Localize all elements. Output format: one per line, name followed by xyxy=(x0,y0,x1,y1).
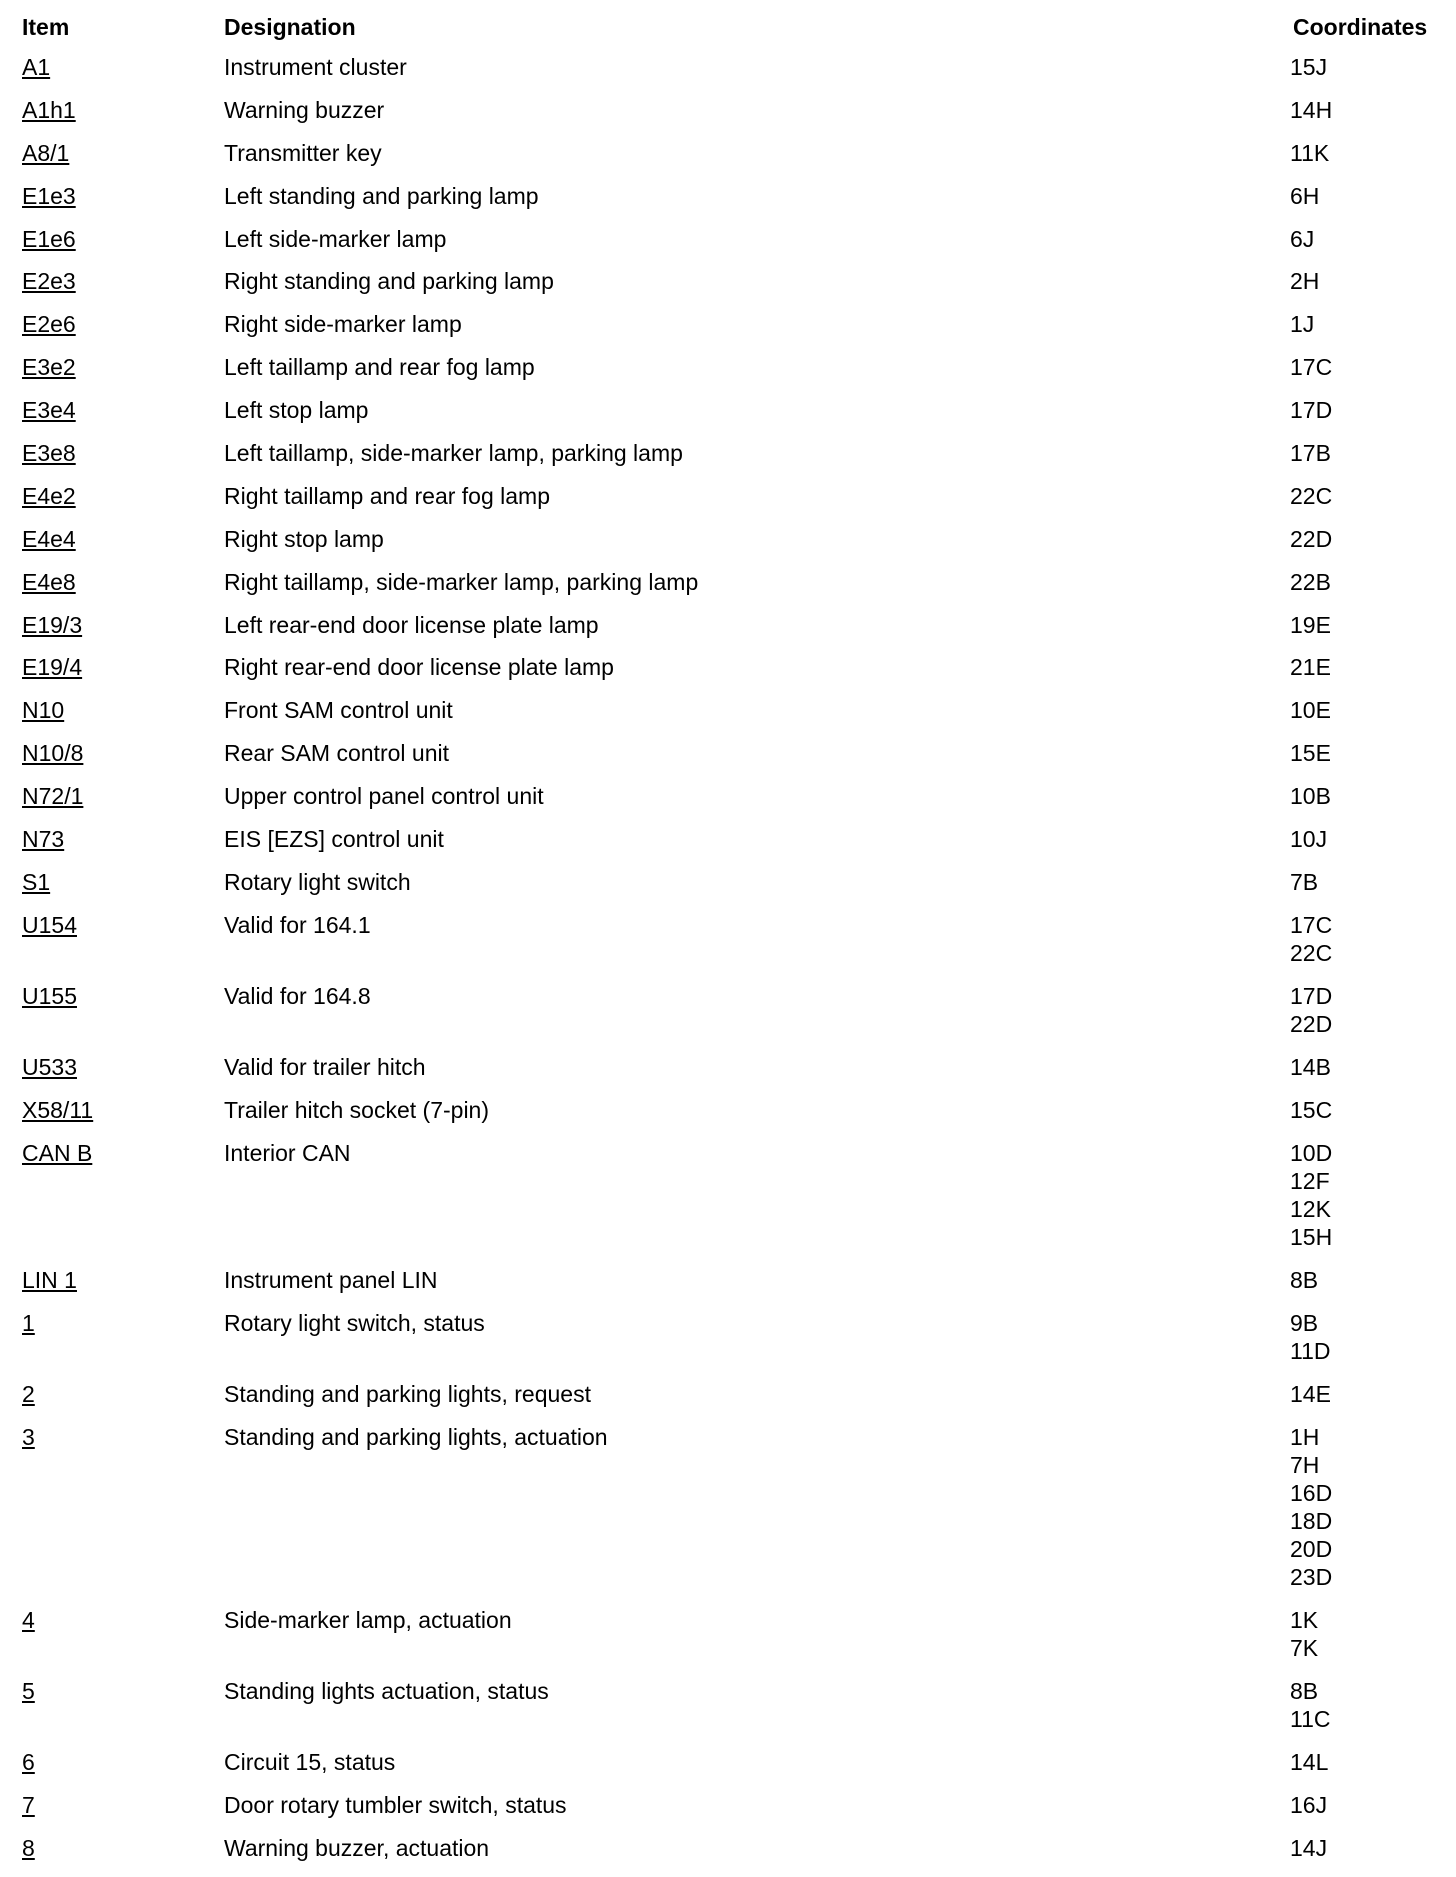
item-link[interactable]: E2e6 xyxy=(22,311,76,338)
coordinates-cell xyxy=(1290,182,1319,210)
coordinate-value: 1H xyxy=(1290,1423,1320,1450)
table-row xyxy=(0,310,1456,353)
coordinate-value: 15J xyxy=(1290,54,1328,80)
table-row xyxy=(0,868,1456,911)
item-link[interactable]: N10/8 xyxy=(22,740,84,767)
item-link[interactable]: 3 xyxy=(22,1423,35,1450)
table-row xyxy=(0,568,1456,611)
item-link[interactable]: E3e8 xyxy=(22,440,76,467)
table-body xyxy=(0,53,1456,1877)
coordinate-value: 12F xyxy=(1290,1167,1330,1194)
header-designation: Designation xyxy=(224,14,356,40)
coordinates-cell xyxy=(1290,396,1332,424)
table-row xyxy=(0,1748,1456,1791)
coordinate-value: 14E xyxy=(1290,1380,1331,1407)
coordinates-cell xyxy=(1290,1096,1332,1124)
coordinate-value: 12K xyxy=(1290,1195,1331,1222)
coordinate-value: 22C xyxy=(1290,482,1333,509)
coordinate-value: 11C xyxy=(1290,1705,1331,1732)
designation-text: Left rear-end door license plate lamp xyxy=(224,611,599,638)
table-row xyxy=(0,1423,1456,1606)
table-row xyxy=(0,525,1456,568)
designation-text: Valid for 164.8 xyxy=(224,982,371,1009)
coordinates-cell xyxy=(1290,611,1331,639)
designation-text: Left standing and parking lamp xyxy=(224,182,539,209)
designation-text: Standing lights actuation, status xyxy=(224,1677,549,1704)
coordinate-value: 7B xyxy=(1290,868,1319,895)
table-row xyxy=(0,782,1456,825)
coordinate-value: 22B xyxy=(1290,568,1331,595)
item-link[interactable]: S1 xyxy=(22,868,51,895)
coordinates-cell xyxy=(1290,139,1329,167)
item-link[interactable]: X58/11 xyxy=(22,1096,94,1123)
designation-text: Valid for 164.1 xyxy=(224,911,371,938)
designation-text: Left side-marker lamp xyxy=(224,225,447,252)
coordinates-cell xyxy=(1290,1791,1327,1819)
coordinates-cell xyxy=(1290,1606,1318,1662)
designation-text: Transmitter key xyxy=(224,139,382,166)
coordinate-value: 22D xyxy=(1290,1010,1333,1037)
item-link[interactable]: E3e2 xyxy=(22,354,76,381)
header-coordinates: Coordinates xyxy=(1293,14,1428,40)
coordinates-cell xyxy=(1290,1309,1331,1365)
item-link[interactable]: 5 xyxy=(22,1677,35,1704)
designation-text: Right taillamp and rear fog lamp xyxy=(224,482,550,509)
coordinate-value: 7K xyxy=(1290,1634,1319,1661)
coordinate-value: 17D xyxy=(1290,982,1333,1009)
item-link[interactable]: CAN B xyxy=(22,1139,93,1166)
designation-text: Rotary light switch, status xyxy=(224,1309,485,1336)
designation-text: Right taillamp, side-marker lamp, parking lamp xyxy=(224,568,699,595)
table-row xyxy=(0,1791,1456,1834)
designation-text: Warning buzzer xyxy=(224,96,385,123)
table-row xyxy=(0,1834,1456,1877)
table-row xyxy=(0,396,1456,439)
coordinates-cell xyxy=(1290,525,1332,553)
coordinates-cell xyxy=(1290,911,1332,967)
coordinate-value: 6J xyxy=(1290,225,1315,252)
coordinate-value: 22D xyxy=(1290,525,1333,552)
coordinates-cell xyxy=(1290,868,1318,896)
designation-text: EIS [EZS] control unit xyxy=(224,826,444,853)
table-row xyxy=(0,696,1456,739)
coordinate-value: 8B xyxy=(1290,1677,1319,1704)
item-link[interactable]: U533 xyxy=(22,1053,77,1080)
coordinates-cell xyxy=(1290,1139,1332,1251)
coordinate-value: 10B xyxy=(1290,783,1331,810)
item-link[interactable]: 6 xyxy=(22,1748,35,1775)
designation-text: Standing and parking lights, actuation xyxy=(224,1423,608,1450)
coordinates-cell xyxy=(1290,267,1319,295)
table-header xyxy=(0,12,1456,42)
coordinate-value: 1J xyxy=(1290,311,1315,338)
designation-text: Front SAM control unit xyxy=(224,697,453,724)
coordinate-value: 16J xyxy=(1290,1791,1328,1818)
item-link[interactable]: 7 xyxy=(22,1791,35,1818)
coordinate-value: 10D xyxy=(1290,1139,1333,1166)
designation-text: Instrument cluster xyxy=(224,54,407,80)
coordinates-cell xyxy=(1290,1053,1331,1081)
table-row xyxy=(0,1677,1456,1748)
table-row xyxy=(0,482,1456,525)
designation-text: Trailer hitch socket (7-pin) xyxy=(224,1096,490,1123)
table-row xyxy=(0,1096,1456,1139)
item-link[interactable]: E4e4 xyxy=(22,525,76,552)
coordinates-cell xyxy=(1290,782,1331,810)
item-link[interactable]: E19/4 xyxy=(22,654,83,681)
item-link[interactable]: E3e4 xyxy=(22,397,76,424)
coordinates-cell xyxy=(1290,439,1331,467)
table-row xyxy=(0,982,1456,1053)
coordinate-value: 23D xyxy=(1290,1563,1333,1590)
item-link[interactable]: N73 xyxy=(22,826,65,853)
coordinate-value: 20D xyxy=(1290,1535,1333,1562)
coordinate-value: 18D xyxy=(1290,1507,1333,1534)
item-link[interactable]: N72/1 xyxy=(22,783,84,810)
designation-text: Side-marker lamp, actuation xyxy=(224,1606,512,1633)
table-row xyxy=(0,825,1456,868)
item-link[interactable]: E1e6 xyxy=(22,225,76,252)
table-row xyxy=(0,139,1456,182)
item-link[interactable]: E19/3 xyxy=(22,611,83,638)
coordinates-cell xyxy=(1290,482,1332,510)
table-row xyxy=(0,653,1456,696)
coordinate-value: 1K xyxy=(1290,1606,1319,1633)
coordinate-value: 2H xyxy=(1290,268,1320,295)
coordinate-value: 14J xyxy=(1290,1834,1328,1861)
coordinates-cell xyxy=(1290,1834,1327,1862)
coordinates-cell xyxy=(1290,1748,1328,1776)
coordinate-value: 14H xyxy=(1290,96,1333,123)
coordinates-cell xyxy=(1290,739,1331,767)
item-link[interactable]: LIN 1 xyxy=(22,1266,77,1293)
designation-text: Valid for trailer hitch xyxy=(224,1053,426,1080)
coordinate-value: 19E xyxy=(1290,611,1331,638)
coordinate-value: 15H xyxy=(1290,1223,1333,1250)
item-link[interactable]: A1 xyxy=(22,54,51,80)
coordinate-value: 21E xyxy=(1290,654,1331,681)
designation-text: Circuit 15, status xyxy=(224,1748,396,1775)
coordinates-cell xyxy=(1290,353,1332,381)
designation-text: Interior CAN xyxy=(224,1139,351,1166)
designation-text: Rear SAM control unit xyxy=(224,740,449,767)
designation-text: Standing and parking lights, request xyxy=(224,1380,591,1407)
item-link[interactable]: E2e3 xyxy=(22,268,76,295)
designation-text: Instrument panel LIN xyxy=(224,1266,438,1293)
coordinate-value: 8B xyxy=(1290,1266,1319,1293)
table-row xyxy=(0,267,1456,310)
designation-text: Upper control panel control unit xyxy=(224,783,544,810)
designation-text: Left taillamp, side-marker lamp, parking lamp xyxy=(224,440,683,467)
item-link[interactable]: U154 xyxy=(22,911,77,938)
table-row xyxy=(0,439,1456,482)
coordinate-value: 9B xyxy=(1290,1309,1319,1336)
table-row xyxy=(0,53,1456,96)
coordinate-value: 6H xyxy=(1290,182,1320,209)
item-link[interactable]: 4 xyxy=(22,1606,35,1633)
table-row xyxy=(0,1139,1456,1266)
item-link[interactable]: 1 xyxy=(22,1309,35,1336)
coordinate-value: 17B xyxy=(1290,440,1331,467)
table-row xyxy=(0,353,1456,396)
table-row xyxy=(0,911,1456,982)
designation-text: Right standing and parking lamp xyxy=(224,268,554,295)
header-item: Item xyxy=(22,14,70,40)
table-row xyxy=(0,225,1456,268)
coordinates-cell xyxy=(1290,96,1332,124)
coordinate-value: 22C xyxy=(1290,939,1333,966)
coordinates-cell xyxy=(1290,1677,1331,1733)
coordinate-value: 17D xyxy=(1290,397,1333,424)
coordinates-cell xyxy=(1290,1380,1331,1408)
coordinate-value: 10J xyxy=(1290,826,1328,853)
designation-text: Left taillamp and rear fog lamp xyxy=(224,354,535,381)
designation-text: Right side-marker lamp xyxy=(224,311,462,338)
coordinates-cell xyxy=(1290,696,1331,724)
designation-text: Right stop lamp xyxy=(224,525,384,552)
coordinates-cell xyxy=(1290,568,1331,596)
table-row xyxy=(0,1606,1456,1677)
coordinate-value: 14L xyxy=(1290,1748,1329,1775)
item-link[interactable]: E4e8 xyxy=(22,568,76,595)
item-link[interactable]: 2 xyxy=(22,1380,35,1407)
designation-text: Door rotary tumbler switch, status xyxy=(224,1791,567,1818)
coordinates-cell xyxy=(1290,53,1327,81)
table-row xyxy=(0,1309,1456,1380)
table-row xyxy=(0,611,1456,654)
coordinate-value: 11D xyxy=(1290,1337,1331,1364)
table-row xyxy=(0,1266,1456,1309)
coordinates-cell xyxy=(1290,1266,1318,1294)
item-link[interactable]: E1e3 xyxy=(22,182,76,209)
coordinate-value: 15C xyxy=(1290,1096,1333,1123)
coordinates-cell xyxy=(1290,225,1314,253)
table-row xyxy=(0,1053,1456,1096)
coordinate-value: 15E xyxy=(1290,740,1331,767)
coordinates-cell xyxy=(1290,653,1331,681)
coordinate-value: 16D xyxy=(1290,1479,1333,1506)
item-link[interactable]: E4e2 xyxy=(22,482,76,509)
designation-text: Right rear-end door license plate lamp xyxy=(224,654,614,681)
designation-text: Warning buzzer, actuation xyxy=(224,1834,490,1861)
coordinates-cell xyxy=(1290,982,1332,1038)
item-link[interactable]: A1h1 xyxy=(22,96,76,123)
coordinate-value: 10E xyxy=(1290,697,1331,724)
coordinates-cell xyxy=(1290,825,1327,853)
designation-text: Rotary light switch xyxy=(224,868,411,895)
coordinate-value: 7H xyxy=(1290,1451,1320,1478)
item-link[interactable]: U155 xyxy=(22,982,77,1009)
table-row xyxy=(0,182,1456,225)
designation-text: Left stop lamp xyxy=(224,397,369,424)
table-row xyxy=(0,739,1456,782)
coordinate-value: 17C xyxy=(1290,354,1333,381)
item-link[interactable]: A8/1 xyxy=(22,139,70,166)
coordinate-value: 14B xyxy=(1290,1053,1331,1080)
coordinate-value: 17C xyxy=(1290,911,1333,938)
item-link[interactable]: 8 xyxy=(22,1834,35,1861)
coordinate-value: 11K xyxy=(1290,139,1330,166)
coordinates-cell xyxy=(1290,310,1314,338)
coordinates-cell xyxy=(1290,1423,1332,1591)
table-row xyxy=(0,96,1456,139)
table-row xyxy=(0,1380,1456,1423)
item-link[interactable]: N10 xyxy=(22,697,65,724)
